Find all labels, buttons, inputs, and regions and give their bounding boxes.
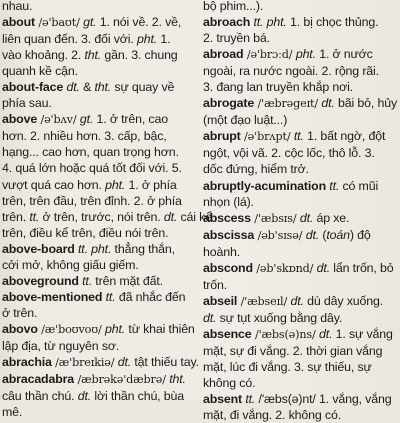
definition-text: cởi mở, không giấu giếm. bbox=[2, 257, 139, 272]
headword: abrogate bbox=[203, 96, 255, 111]
dictionary-line bbox=[2, 388, 196, 404]
dictionary-line bbox=[2, 209, 212, 225]
pronunciation: /'æbsɪs/ bbox=[250, 211, 300, 225]
dictionary-line bbox=[2, 160, 196, 176]
dictionary-line bbox=[2, 0, 196, 14]
definition-text: 1. sự vắng bbox=[332, 326, 393, 341]
dictionary-line bbox=[203, 260, 397, 277]
part-of-speech: dt. bbox=[305, 227, 320, 242]
part-of-speech: dt. bbox=[299, 210, 314, 225]
definition-text: 1. bất ngờ, đột bbox=[303, 129, 386, 144]
definition-text: lẩn trốn, bỏ bbox=[330, 260, 394, 275]
headword: abscissa bbox=[203, 227, 255, 242]
dictionary-line bbox=[2, 321, 196, 338]
definition-text: gần. 3. chung bbox=[101, 48, 178, 63]
definition-text: 1. bbox=[157, 32, 171, 47]
definition-text: 1. nói về. 2. về, bbox=[96, 15, 182, 30]
headword: abroad bbox=[203, 47, 244, 62]
definition-text: 4. quá lớn hoặc quá tốt đối với. 5. bbox=[2, 161, 182, 176]
definition-text: vượt quá cao hơn. bbox=[2, 177, 106, 192]
dictionary-line bbox=[203, 112, 397, 128]
dictionary-line bbox=[203, 244, 397, 260]
part-of-speech: dt. bbox=[163, 209, 178, 224]
dictionary-line bbox=[203, 46, 397, 63]
dictionary-line bbox=[203, 210, 397, 227]
definition-text: (một đạo luật...) bbox=[203, 113, 288, 128]
headword: abracadabra bbox=[2, 372, 75, 387]
part-of-speech: gt. bbox=[83, 15, 97, 30]
definition-text: tật thiếu tay. bbox=[131, 355, 199, 370]
part-of-speech: dt. bbox=[77, 389, 92, 404]
headword: absent bbox=[203, 392, 243, 407]
definition-text: mê. bbox=[2, 405, 23, 420]
dictionary-line bbox=[2, 371, 196, 388]
dictionary-line bbox=[2, 111, 196, 128]
definition-text: ngột, vội vã. 2. cộc lốc, thô lỗ. 3. bbox=[203, 146, 375, 161]
definition-text: ( bbox=[319, 227, 327, 242]
definition-text: phía sau. bbox=[2, 96, 52, 111]
pronunciation: /ə'bʌv/ bbox=[37, 113, 80, 127]
headword: abrachia bbox=[2, 355, 52, 370]
definition-text: hoành. bbox=[203, 244, 240, 259]
headword: about-face bbox=[2, 80, 64, 95]
headword: abovo bbox=[2, 321, 38, 336]
definition-text: có mũi bbox=[339, 178, 379, 193]
dictionary-line bbox=[2, 79, 196, 95]
definition-text: câu thần chú. bbox=[2, 389, 78, 404]
definition-text: ) độ bbox=[349, 227, 371, 242]
dictionary-line bbox=[2, 338, 196, 354]
dictionary-line bbox=[203, 277, 397, 293]
pronunciation: /'æbs(ə)ns/ bbox=[251, 327, 320, 341]
definition-text: lập địa, từ nguyên sơ. bbox=[2, 338, 120, 353]
dictionary-line bbox=[2, 128, 196, 144]
right-column bbox=[203, 0, 398, 423]
definition-text: sự quay về bbox=[111, 80, 175, 95]
part-of-speech: dt. bbox=[319, 326, 333, 341]
definition-text: trên, điều kể trên, điều nói trên. bbox=[2, 225, 169, 240]
part-of-speech: tt. bbox=[105, 289, 116, 304]
dictionary-line bbox=[203, 310, 397, 326]
headword: abscess bbox=[203, 210, 251, 225]
dictionary-line bbox=[203, 293, 397, 310]
headword: absence bbox=[203, 326, 252, 341]
dictionary-line bbox=[2, 95, 196, 111]
part-of-speech: tt. pht. bbox=[78, 241, 112, 256]
dictionary-line bbox=[203, 14, 397, 30]
definition-text: quanh kề cận. bbox=[2, 64, 78, 79]
pronunciation: /æ'boʊvoʊ/ bbox=[37, 322, 106, 336]
dictionary-line bbox=[2, 177, 196, 193]
headword: abruptly-acumination bbox=[203, 178, 326, 193]
dictionary-line bbox=[2, 47, 196, 63]
part-of-speech: tht. bbox=[169, 372, 186, 387]
definition-text: 2. truyền bá. bbox=[203, 31, 270, 46]
part-of-speech: pht. bbox=[295, 47, 316, 62]
pronunciation: /əb'sɪsə/ bbox=[254, 228, 306, 242]
pronunciation: /æ'breɪkiə/ bbox=[51, 356, 118, 370]
dictionary-line bbox=[203, 391, 397, 407]
part-of-speech: tht. bbox=[84, 48, 102, 63]
dictionary-line bbox=[203, 79, 397, 95]
definition-text: 3. đang lan truyền khắp nơi. bbox=[203, 80, 353, 95]
dictionary-line bbox=[203, 326, 397, 343]
part-of-speech: pht. bbox=[105, 321, 126, 336]
headword: abscond bbox=[203, 260, 253, 275]
definition-text: trốn. bbox=[203, 277, 228, 292]
dictionary-line bbox=[2, 31, 196, 47]
part-of-speech: dt. bbox=[203, 310, 217, 325]
headword: aboveground bbox=[2, 273, 79, 288]
definition-text: trên, trên đầu, trên đỉnh. 2. ở phía bbox=[2, 193, 182, 208]
definition-text: dốc đứng, hiểm trở. bbox=[203, 162, 309, 177]
dictionary-line bbox=[2, 63, 196, 79]
dictionary-line bbox=[2, 144, 196, 160]
dictionary-line bbox=[2, 257, 196, 273]
dictionary-line bbox=[2, 273, 196, 289]
dictionary-line bbox=[203, 161, 397, 177]
dictionary-line bbox=[203, 227, 397, 244]
dictionary-line bbox=[203, 63, 397, 79]
part-of-speech: dt. bbox=[66, 80, 80, 95]
dictionary-line bbox=[2, 14, 196, 31]
definition-text: từ khai thiên bbox=[125, 321, 195, 336]
dictionary-line bbox=[203, 178, 397, 194]
definition-text: mặt, sự đi vắng. 2. thời gian vắng bbox=[203, 343, 383, 358]
headword: about bbox=[2, 15, 35, 30]
dictionary-line bbox=[2, 305, 196, 321]
part-of-speech: toán bbox=[326, 227, 350, 242]
pronunciation: /æbrəkə'dæbrə/ bbox=[74, 373, 170, 387]
definition-text: sự tụt xuống bằng dây. bbox=[216, 310, 343, 325]
pronunciation: /ə'brɔːd/ bbox=[243, 48, 296, 62]
definition-text: nhọn (lá). bbox=[203, 194, 254, 209]
definition-text: ở trên. bbox=[2, 305, 38, 320]
definition-text: ở trên, trước, nói trên. bbox=[39, 209, 164, 224]
part-of-speech: tt. bbox=[245, 392, 256, 407]
definition-text: hơn. 2. nhiều hơn. 3. cấp, bậc, bbox=[2, 129, 167, 144]
dictionary-line bbox=[203, 359, 397, 375]
definition-text: 1. ở phía bbox=[125, 177, 177, 192]
definition-text: lời thần chú, bùa bbox=[91, 389, 184, 404]
dictionary-line bbox=[2, 404, 196, 420]
definition-text: không có. bbox=[203, 376, 256, 391]
definition-text: /'æbs(ə)nt/ 1. vắng, vắng bbox=[255, 392, 392, 407]
definition-text: mặt, lúc đi vắng. 3. sự thiếu, sự bbox=[203, 360, 372, 375]
part-of-speech: tt. bbox=[82, 273, 93, 288]
pronunciation: /əb'skɒnd/ bbox=[252, 261, 317, 275]
part-of-speech: dt. bbox=[316, 260, 330, 275]
definition-text: mặt, đi vắng. 2. không có. bbox=[203, 408, 341, 423]
definition-text: & bbox=[79, 80, 95, 95]
pronunciation: /ə'brʌpt/ bbox=[240, 130, 294, 144]
definition-text: liên quan đến. 3. đối với. bbox=[2, 32, 137, 47]
headword: above bbox=[2, 112, 38, 127]
dictionary-line bbox=[2, 241, 196, 257]
headword: above-board bbox=[2, 241, 75, 256]
definition-text: thẳng thắn, bbox=[111, 241, 175, 256]
dictionary-line bbox=[203, 145, 397, 161]
definition-text: ngoài, ra nước ngoài. 2. rộng rãi. bbox=[203, 64, 379, 79]
headword: abroach bbox=[203, 15, 251, 30]
definition-text: áp xe. bbox=[313, 210, 350, 225]
definition-text: đã nhắc đến bbox=[115, 289, 186, 304]
part-of-speech: tt. bbox=[29, 209, 40, 224]
dictionary-line bbox=[203, 30, 397, 46]
dictionary-line bbox=[2, 225, 196, 241]
definition-text: trên. bbox=[2, 209, 30, 224]
part-of-speech: tt. bbox=[329, 178, 340, 193]
part-of-speech: tt. bbox=[293, 129, 304, 144]
definition-text: bộ phim...). bbox=[203, 0, 264, 13]
part-of-speech: pht. bbox=[136, 32, 158, 47]
definition-text: hạng... cao hơn, quan trọng hơn. bbox=[2, 145, 179, 160]
pronunciation: /'æbrəgeɪt/ bbox=[254, 97, 322, 111]
definition-text: 1. ở nước bbox=[315, 47, 373, 62]
dictionary-line bbox=[203, 375, 397, 391]
definition-text: trên mặt đất. bbox=[92, 273, 163, 288]
definition-text: 1. bị chọc thủng. bbox=[286, 15, 379, 30]
headword: abseil bbox=[203, 293, 238, 308]
definition-text: nhau. bbox=[2, 0, 33, 13]
part-of-speech: tht. bbox=[94, 80, 112, 95]
part-of-speech: gt. bbox=[79, 112, 94, 127]
pronunciation: /ə'baʊt/ bbox=[34, 16, 84, 30]
part-of-speech: dt. bbox=[321, 96, 335, 111]
dictionary-line bbox=[203, 95, 397, 112]
dictionary-line bbox=[203, 407, 397, 423]
dictionary-line bbox=[203, 343, 397, 359]
part-of-speech: tt. pht. bbox=[253, 15, 287, 30]
part-of-speech: pht. bbox=[105, 177, 126, 192]
dictionary-line bbox=[2, 354, 199, 371]
definition-text: dù dây xuống. bbox=[303, 293, 384, 308]
definition-text: bãi bỏ, hủy bbox=[334, 96, 398, 111]
part-of-speech: dt. bbox=[117, 355, 132, 370]
headword: above-mentioned bbox=[2, 289, 103, 304]
pronunciation: /'æbseɪl/ bbox=[237, 294, 291, 308]
definition-text: 1. ở trên, cao bbox=[93, 112, 168, 127]
dictionary-line bbox=[203, 194, 397, 210]
definition-text: vào khoảng. 2. bbox=[2, 48, 85, 63]
dictionary-line bbox=[2, 193, 196, 209]
dictionary-line bbox=[203, 128, 397, 145]
headword: abrupt bbox=[203, 129, 241, 144]
dictionary-line bbox=[203, 0, 397, 14]
part-of-speech: dt. bbox=[290, 293, 304, 308]
dictionary-line bbox=[2, 289, 196, 305]
definition-text: cái kể bbox=[177, 209, 212, 224]
